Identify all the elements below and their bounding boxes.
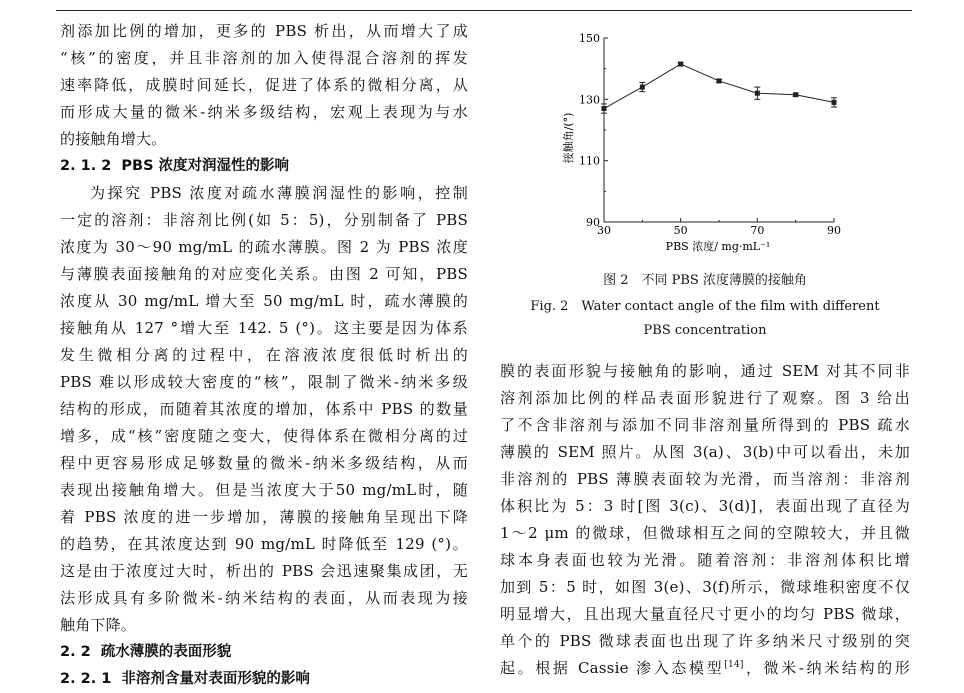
body-line: 这是由于浓度过大时，析出的 PBS 会迅速聚集成团，无 bbox=[60, 562, 468, 580]
body-line bbox=[500, 655, 910, 682]
body-line: 溶剂添加比例的样品表面形貌进行了观察。图 3 给出 bbox=[500, 389, 910, 407]
data-point bbox=[717, 78, 722, 83]
section-number: 2. 2 bbox=[60, 644, 91, 660]
y-tick-label: 90 bbox=[586, 216, 600, 229]
y-tick-label: 130 bbox=[579, 93, 600, 107]
figure-caption-zh: 图 2 不同 PBS 浓度薄膜的接触角 bbox=[603, 273, 807, 288]
contact-angle-chart bbox=[540, 28, 880, 268]
body-line: 的接触角增大。 bbox=[60, 130, 167, 148]
body-line: 表现出接触角增大。但是当浓度大于50 mg/mL时，随 bbox=[60, 481, 468, 499]
y-axis-label: 接触角/(°) bbox=[562, 112, 575, 164]
section-title: 疏水薄膜的表面形貌 bbox=[100, 644, 232, 660]
body-line: 明显增大，且出现大量直径尺寸更小的均匀 PBS 微球， bbox=[500, 605, 910, 623]
chart-axes bbox=[579, 32, 841, 237]
section-heading-2-2-1 bbox=[60, 666, 468, 693]
y-tick-label: 110 bbox=[579, 154, 600, 168]
data-point bbox=[755, 91, 760, 96]
body-line: 了不含非溶剂与添加不同非溶剂量所得到的 PBS 疏水 bbox=[500, 416, 910, 434]
body-line: 结构的形成，而随着其浓度的增加，体系中 PBS 的数量 bbox=[60, 400, 468, 418]
figure-caption-en: Fig. 2 Water contact angle of the film with different bbox=[530, 299, 880, 314]
data-point bbox=[793, 92, 798, 97]
body-line: PBS 难以形成较大密度的“核”，限制了微米-纳米多级 bbox=[60, 373, 468, 391]
body-line: 触角下降。 bbox=[60, 616, 137, 634]
body-line: 与薄膜表面接触角的对应变化关系。由图 2 可知，PBS bbox=[60, 265, 468, 283]
data-point bbox=[832, 100, 837, 105]
figure-2 bbox=[540, 28, 880, 268]
body-line: 程中更容易形成足够数量的微米-纳米多级结构，从而 bbox=[60, 454, 468, 472]
body-line: 为探究 PBS 浓度对疏水薄膜润湿性的影响，控制 bbox=[90, 184, 468, 202]
page-top-rule bbox=[56, 10, 912, 11]
body-line: 球本身表面也较为光滑。随着溶剂：非溶剂体积比增 bbox=[500, 551, 910, 569]
body-line: 法形成具有多阶微米-纳米结构的表面，从而表现为接 bbox=[60, 589, 468, 607]
section-title: PBS 浓度对润湿性的影响 bbox=[121, 158, 290, 174]
body-line: 而形成大量的微米-纳米多级结构，宏观上表现为与水 bbox=[60, 103, 468, 121]
section-title: 非溶剂含量对表面形貌的影响 bbox=[121, 671, 310, 687]
body-line: 的趋势，在其浓度达到 90 mg/mL 时降低至 129 (°)。 bbox=[60, 535, 468, 553]
line-text: 起。根据 Cassie 渗入态模型 bbox=[500, 659, 725, 677]
x-tick-label: 90 bbox=[827, 224, 841, 237]
body-line: 单个的 PBS 微球表面也出现了许多纳米尺寸级别的突 bbox=[500, 632, 910, 650]
body-line: 浓度为 30～90 mg/mL 的疏水薄膜。图 2 为 PBS 浓度 bbox=[60, 238, 468, 256]
body-line: 一定的溶剂：非溶剂比例(如 5：5)，分别制备了 PBS bbox=[60, 211, 468, 229]
citation: [14] bbox=[724, 660, 744, 670]
body-line: 浓度从 30 mg/mL 增大至 50 mg/mL 时，疏水薄膜的 bbox=[60, 292, 468, 310]
body-line: 速率降低，成膜时间延长，促进了体系的微相分离，从 bbox=[60, 76, 468, 94]
body-line: 非溶剂的 PBS 薄膜表面较为光滑，而当溶剂：非溶剂 bbox=[500, 470, 910, 488]
body-line: 薄膜的 SEM 照片。从图 3(a)、3(b)中可以看出，未加 bbox=[500, 443, 910, 461]
figure-caption-en-cont: PBS concentration bbox=[643, 323, 767, 338]
data-point bbox=[640, 85, 645, 90]
section-number: 2. 1. 2 bbox=[60, 158, 112, 174]
data-point bbox=[678, 62, 683, 67]
body-line: 增多，成“核”密度随之变大，使得体系在微相分离的过 bbox=[60, 427, 468, 445]
body-line: 膜的表面形貌与接触角的影响，通过 SEM 对其不同非 bbox=[500, 362, 910, 380]
y-tick-label: 150 bbox=[579, 32, 600, 45]
body-line: 加到 5：5 时，如图 3(e)、3(f)所示，微球堆积密度不仅 bbox=[500, 578, 910, 596]
series-line bbox=[604, 64, 834, 108]
x-tick-label: 70 bbox=[750, 224, 765, 237]
right-column bbox=[500, 358, 910, 682]
body-line: 剂添加比例的增加，更多的 PBS 析出，从而增大了成 bbox=[60, 22, 468, 40]
left-column bbox=[60, 18, 468, 693]
chart-marks bbox=[601, 62, 837, 114]
x-tick-label: 50 bbox=[673, 224, 688, 237]
body-line: 1～2 μm 的微球，但微球相互之间的空隙较大，并且微 bbox=[500, 524, 910, 542]
data-point bbox=[602, 106, 607, 111]
section-number: 2. 2. 1 bbox=[60, 671, 112, 687]
body-line: 体积比为 5：3 时[图 3(c)、3(d)]，表面出现了直径为 bbox=[500, 497, 910, 515]
body-line: 接触角从 127 °增大至 142. 5 (°)。这主要是因为体系 bbox=[60, 319, 468, 337]
line-text: ，微米-纳米结构的形 bbox=[743, 659, 910, 677]
body-line: “核”的密度，并且非溶剂的加入使得混合溶剂的挥发 bbox=[60, 49, 468, 67]
x-axis-label: PBS 浓度/ mg·mL⁻¹ bbox=[665, 240, 771, 253]
section-heading-2-1-2 bbox=[60, 153, 468, 180]
x-tick-label: 30 bbox=[597, 224, 611, 237]
body-line: 发生微相分离的过程中，在溶液浓度很低时析出的 bbox=[60, 346, 468, 364]
section-heading-2-2 bbox=[60, 639, 468, 666]
body-line: 着 PBS 浓度的进一步增加，薄膜的接触角呈现出下降 bbox=[60, 508, 468, 526]
